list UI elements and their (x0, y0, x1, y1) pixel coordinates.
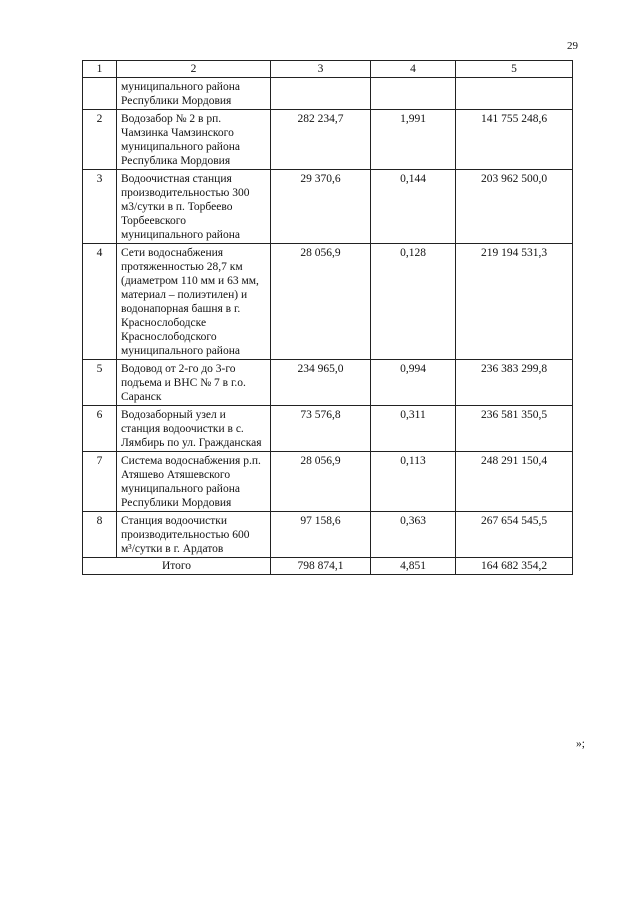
value-col5: 236 383 299,8 (456, 360, 573, 406)
facility-name: Система водоснабжения р.п. Атяшево Атяшевского муниципального района Республики Мордовия (117, 452, 271, 512)
value-col4: 0,128 (371, 244, 456, 360)
value-col5: 203 962 500,0 (456, 170, 573, 244)
column-header: 1 (83, 61, 117, 78)
value-col3 (271, 78, 371, 110)
data-table (82, 60, 573, 575)
value-col4: 0,311 (371, 406, 456, 452)
column-header: 5 (456, 61, 573, 78)
table-row (83, 110, 573, 170)
value-col5: 141 755 248,6 (456, 110, 573, 170)
value-col3: 28 056,9 (271, 452, 371, 512)
value-col4 (371, 78, 456, 110)
column-header: 2 (117, 61, 271, 78)
value-col5 (456, 78, 573, 110)
table-row (83, 512, 573, 558)
table-row (83, 170, 573, 244)
row-number: 4 (83, 244, 117, 360)
value-col4: 0,363 (371, 512, 456, 558)
value-col5: 267 654 545,5 (456, 512, 573, 558)
value-col3: 97 158,6 (271, 512, 371, 558)
table-row (83, 78, 573, 110)
row-number: 7 (83, 452, 117, 512)
table-row (83, 452, 573, 512)
facility-name: Водозабор № 2 в рп. Чамзинка Чамзинского муниципального района Республика Мордовия (117, 110, 271, 170)
value-col5: 236 581 350,5 (456, 406, 573, 452)
value-col4: 0,113 (371, 452, 456, 512)
value-col3: 234 965,0 (271, 360, 371, 406)
facility-name: муниципального района Республики Мордовия (117, 78, 271, 110)
row-number: 2 (83, 110, 117, 170)
facility-name: Сети водоснабжения протяженностью 28,7 км (диаметром 110 мм и 63 мм, материал – полиэтилен) и водонапорная башня в г. Краснослободске Краснослободского муниципального района (117, 244, 271, 360)
closing-quote: »; (576, 738, 585, 750)
total-col4: 4,851 (371, 558, 456, 575)
table-row (83, 406, 573, 452)
row-number: 3 (83, 170, 117, 244)
total-row (83, 558, 573, 575)
row-number: 8 (83, 512, 117, 558)
total-col5: 164 682 354,2 (456, 558, 573, 575)
value-col4: 1,991 (371, 110, 456, 170)
value-col5: 248 291 150,4 (456, 452, 573, 512)
table-row (83, 360, 573, 406)
facility-name: Водозаборный узел и станция водоочистки в с. Лямбирь по ул. Гражданская (117, 406, 271, 452)
row-number: 5 (83, 360, 117, 406)
table-header-row (83, 61, 573, 78)
table-row (83, 244, 573, 360)
value-col4: 0,144 (371, 170, 456, 244)
row-number: 6 (83, 406, 117, 452)
facility-name: Водоочистная станция производительностью 300 м3/сутки в п. Торбеево Торбеевского муниципального района (117, 170, 271, 244)
total-label: Итого (83, 558, 271, 575)
value-col3: 28 056,9 (271, 244, 371, 360)
value-col3: 282 234,7 (271, 110, 371, 170)
facility-name: Водовод от 2-го до 3-го подъема и ВНС № 7 в г.о. Саранск (117, 360, 271, 406)
facility-name: Станция водоочистки производительностью 600 м³/сутки в г. Ардатов (117, 512, 271, 558)
value-col5: 219 194 531,3 (456, 244, 573, 360)
column-header: 4 (371, 61, 456, 78)
total-col3: 798 874,1 (271, 558, 371, 575)
page-number: 29 (567, 40, 578, 52)
row-number (83, 78, 117, 110)
value-col3: 73 576,8 (271, 406, 371, 452)
value-col4: 0,994 (371, 360, 456, 406)
value-col3: 29 370,6 (271, 170, 371, 244)
column-header: 3 (271, 61, 371, 78)
